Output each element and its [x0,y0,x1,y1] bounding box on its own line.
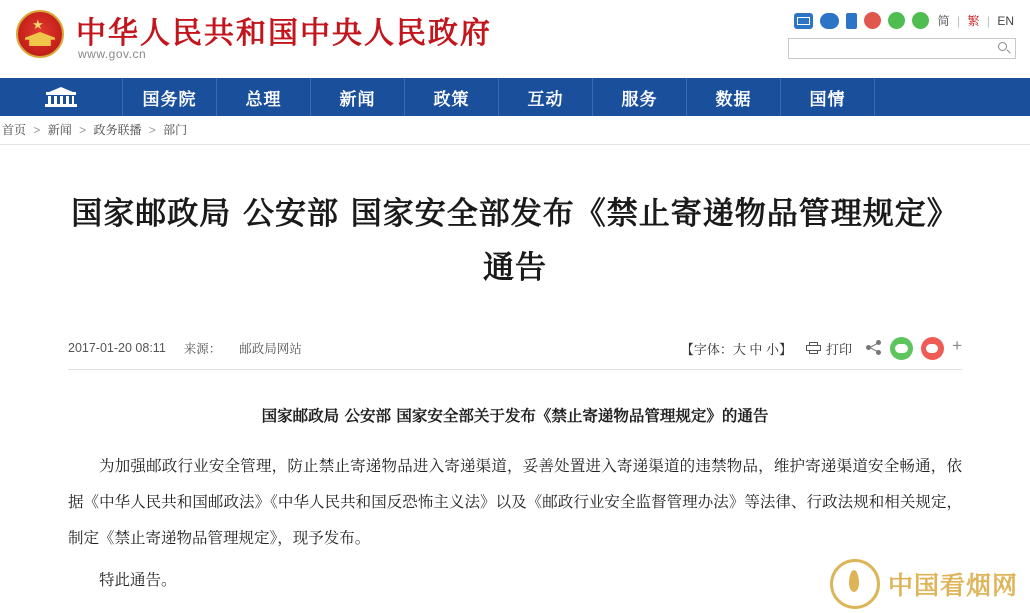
site-title: 中华人民共和国中央人民政府 [76,16,492,51]
breadcrumb-sep-1: > [79,123,87,137]
gov-building-icon [44,87,78,107]
wechat-alt-icon[interactable] [912,12,929,29]
article-meta [68,329,962,367]
share-bar [866,337,962,360]
breadcrumb-item-2[interactable]: 政务联播 [93,123,142,137]
site-url: www.gov.cn [78,47,147,61]
article-lead: 国家邮政局 公安部 国家安全部关于发布《禁止寄递物品管理规定》的通告 [261,407,769,425]
breadcrumb-sep-0: > [33,123,41,137]
lang-english[interactable]: EN [997,14,1014,28]
language-switcher [936,12,1016,29]
search-icon[interactable] [997,41,1012,56]
nav-item-4[interactable]: 互动 [499,78,593,116]
nav-item-5[interactable]: 服务 [593,78,687,116]
share-wechat-icon[interactable] [890,337,913,360]
publish-date: 2017-01-20 08:11 [68,341,166,355]
article-meta-left [68,339,302,357]
article-body [68,370,962,598]
lang-sep-1: | [957,14,961,28]
chat-icon[interactable] [820,13,839,29]
nav-item-3[interactable]: 政策 [405,78,499,116]
share-weibo-icon[interactable] [921,337,944,360]
source-label: 来源： [183,342,222,356]
article-paragraph-1: 特此通告。 [99,571,177,589]
phone-icon[interactable] [846,13,857,29]
search-input[interactable] [789,39,992,60]
article [0,145,1030,598]
printer-icon [806,342,821,354]
article-meta-right [681,337,962,360]
search-box[interactable] [788,38,1016,59]
nav-item-home[interactable] [0,78,123,116]
main-nav [0,78,1030,116]
print-button[interactable] [806,339,852,358]
nav-item-6[interactable]: 数据 [687,78,781,116]
nav-item-7[interactable]: 国情 [781,78,875,116]
breadcrumb [0,116,1030,145]
share-icon[interactable] [866,340,882,356]
nav-item-1[interactable]: 总理 [217,78,311,116]
breadcrumb-sep-2: > [148,123,156,137]
lang-sep-2: | [986,14,990,28]
print-label: 打印 [826,341,853,357]
site-header [0,0,1030,78]
page-title: 国家邮政局 公安部 国家安全部发布《禁止寄递物品管理规定》通告 [71,196,959,286]
article-paragraph-0: 为加强邮政行业安全管理，防止禁止寄递物品进入寄递渠道，妥善处置进入寄递渠道的违禁物品，维护寄递渠道安全畅通，依据《中华人民共和国邮政法》《中华人民共和国反恐怖主义法》以及《邮政行业安全监督管理办法》等法律、行政法规和相关规定，制定《禁止寄递物品管理规定》，现予发布。 [68,457,962,547]
nav-item-2[interactable]: 新闻 [311,78,405,116]
mail-icon[interactable] [794,13,813,29]
breadcrumb-item-3[interactable]: 部门 [163,123,188,137]
lang-traditional[interactable]: 繁 [967,14,980,28]
breadcrumb-item-1[interactable]: 新闻 [47,123,72,137]
header-icon-bar [794,12,1016,29]
share-more-button[interactable]: + [952,335,962,355]
wechat-icon[interactable] [888,12,905,29]
watermark-text: 中国看烟网 [887,571,1018,600]
weibo-icon[interactable] [864,12,881,29]
breadcrumb-item-0[interactable]: 首页 [2,123,27,137]
nav-item-0[interactable]: 国务院 [123,78,217,116]
source-name[interactable]: 邮政局网站 [239,342,302,356]
font-size-control[interactable]: 【字体：大 中 小】 [680,341,793,357]
lang-simplified[interactable]: 简 [937,14,950,28]
national-emblem-icon: ★ [14,8,66,60]
